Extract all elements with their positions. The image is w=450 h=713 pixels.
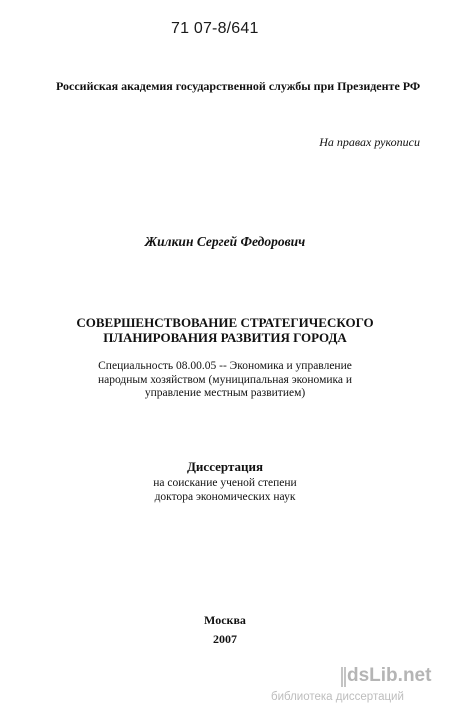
specialty-line: Специальность 08.00.05 -- Экономика и управление xyxy=(98,360,352,372)
specialty-line: управление местным развитием) xyxy=(144,387,306,399)
rights-note: На правах рукописи xyxy=(319,135,420,149)
watermark-subtitle: библиотека диссертаций xyxy=(271,691,404,703)
title-line: ПЛАНИРОВАНИЯ РАЗВИТИЯ ГОРОДА xyxy=(103,330,347,345)
degree-description xyxy=(0,477,450,504)
author-name: Жилкин Сергей Федорович xyxy=(144,234,306,249)
year: 2007 xyxy=(213,632,237,646)
watermark-brand: dsLib.net xyxy=(347,665,432,686)
degree-line: на соискание ученой степени xyxy=(153,477,297,489)
degree-line: доктора экономических наук xyxy=(154,490,296,503)
handwritten-stamp-number: 71 07-8/641 xyxy=(171,20,259,37)
dissertation-title xyxy=(0,315,450,345)
specialty-description xyxy=(0,360,450,401)
degree-heading: Диссертация xyxy=(186,459,264,474)
specialty-line: народным хозяйством (муниципальная экономика и xyxy=(97,373,353,386)
title-line: СОВЕРШЕНСТВОВАНИЕ СТРАТЕГИЧЕСКОГО xyxy=(76,315,374,330)
city: Москва xyxy=(204,613,246,627)
watermark-logo xyxy=(267,665,447,707)
organization-name: Российская академия государственной службы при Президенте РФ xyxy=(56,79,421,93)
